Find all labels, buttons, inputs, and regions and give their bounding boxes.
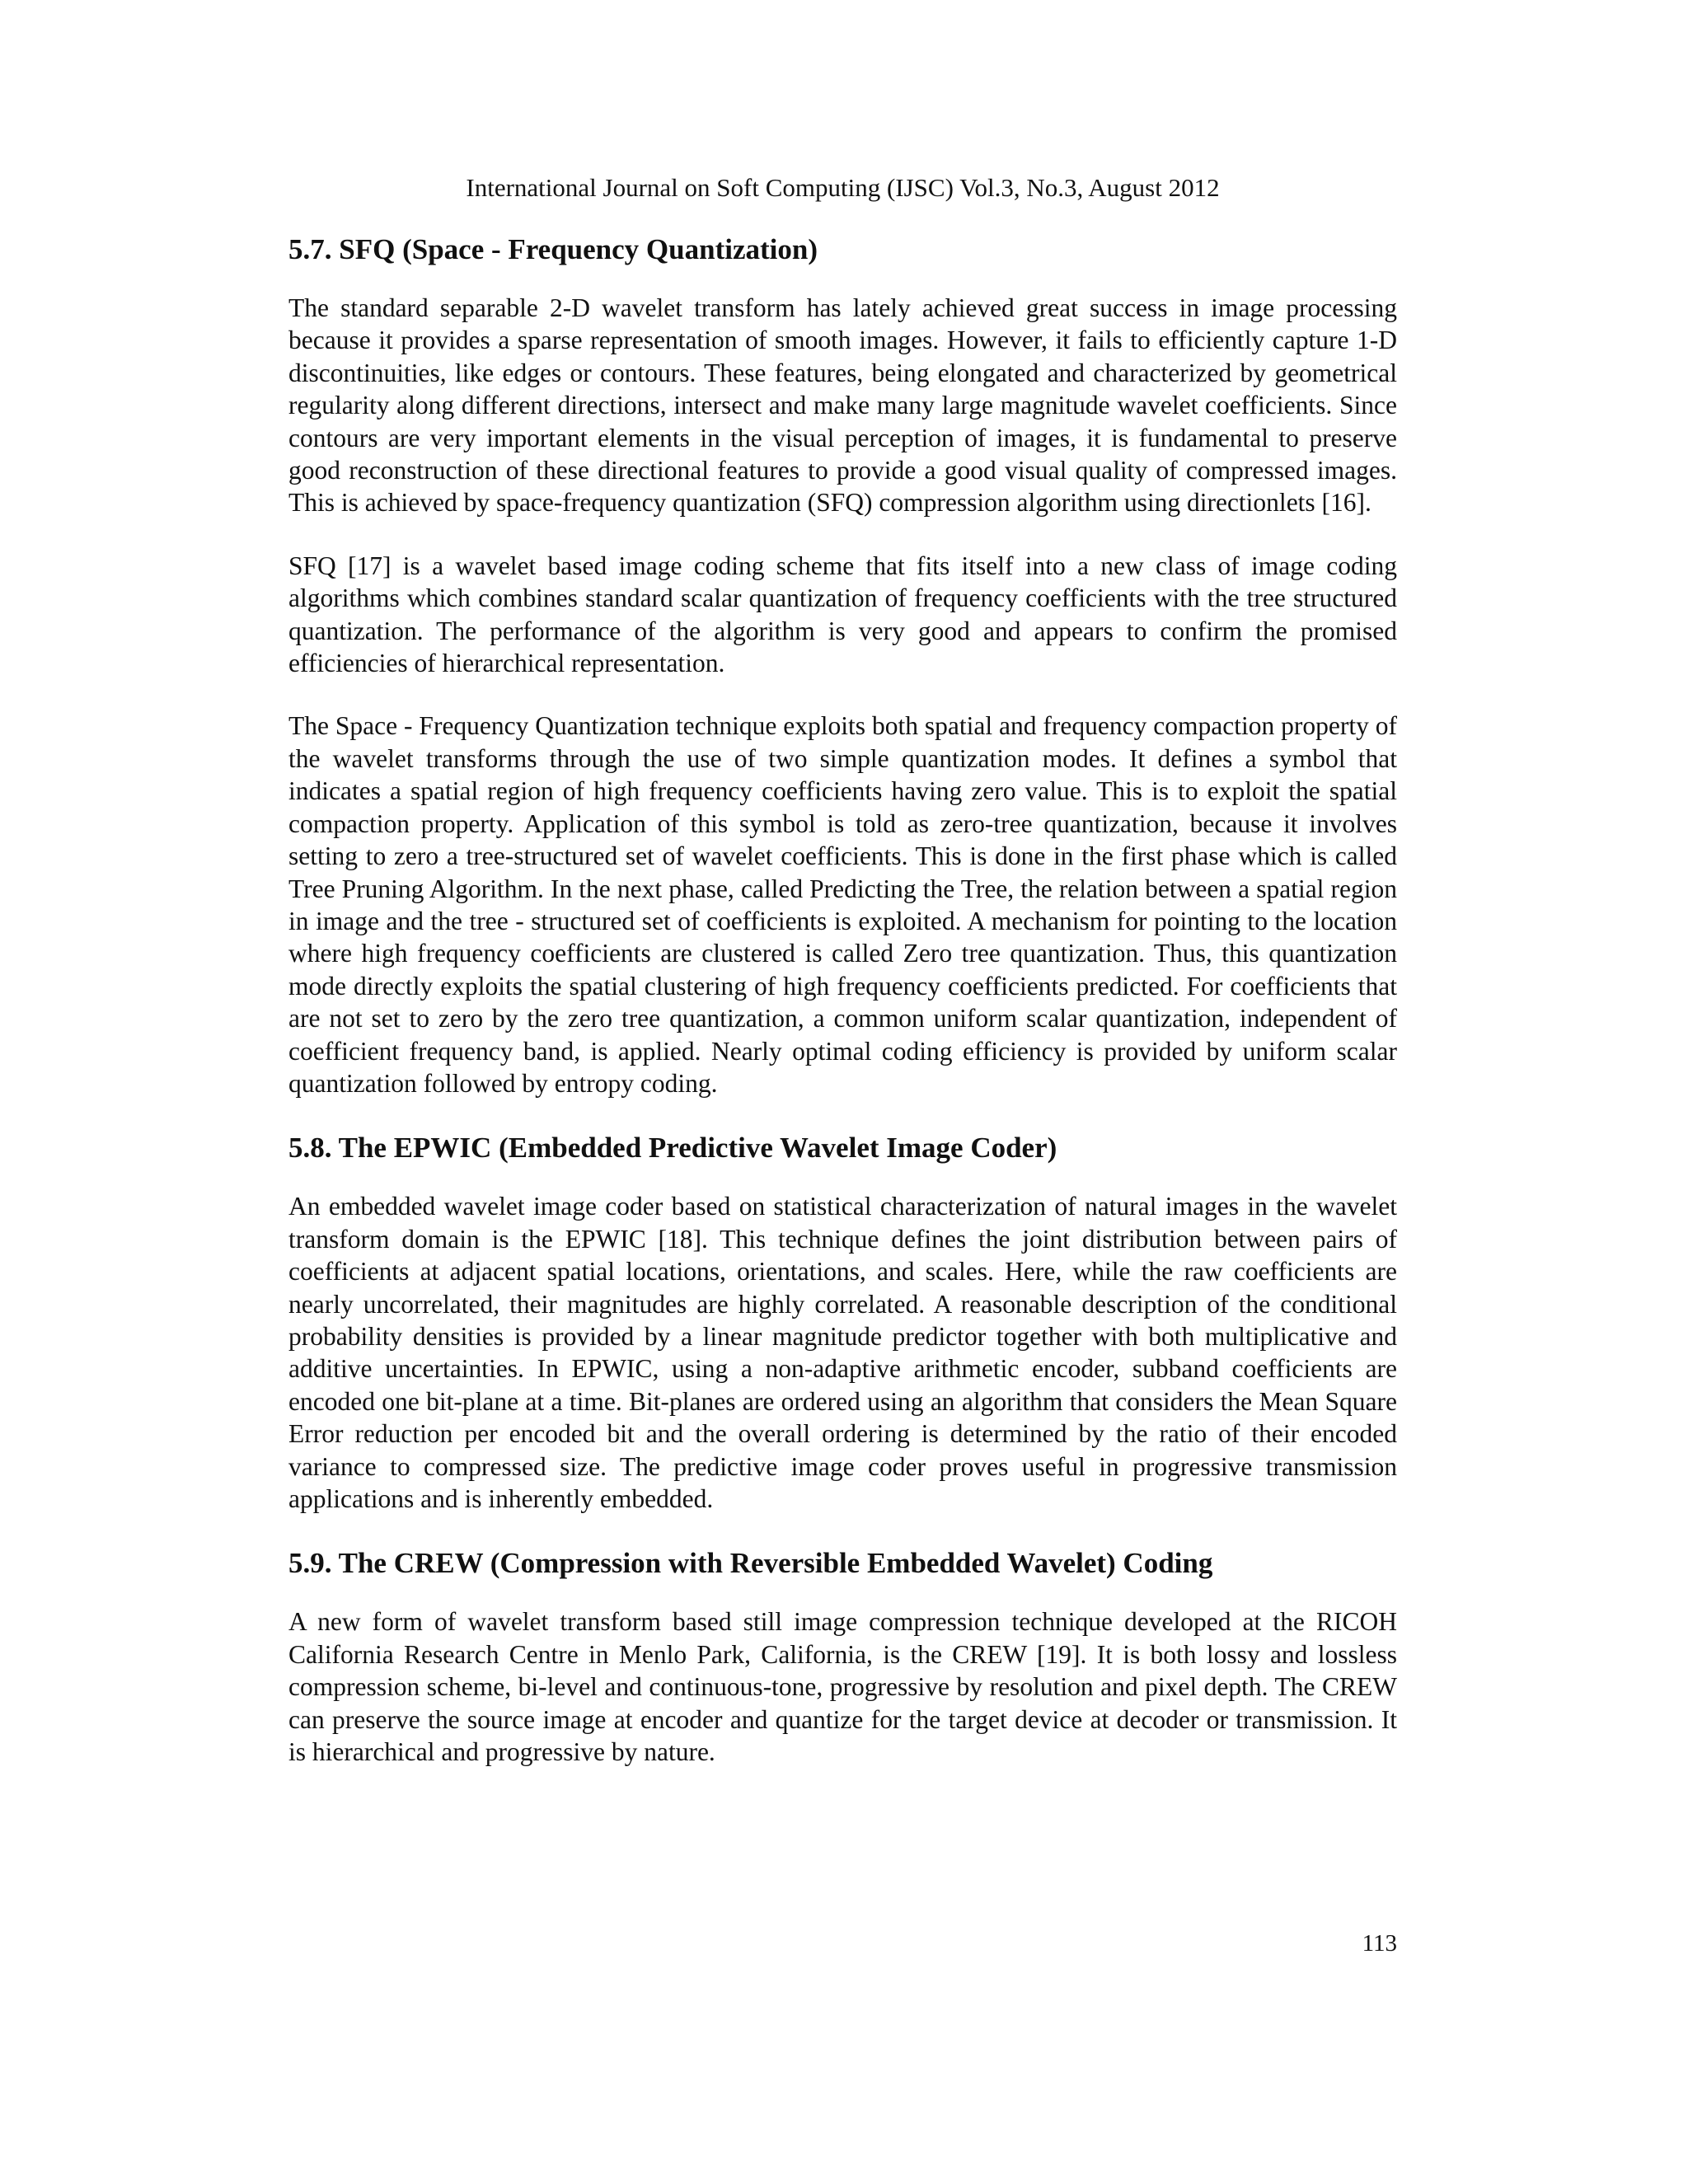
paragraph: The standard separable 2-D wavelet transform has lately achieved great success in image processing because it provides a sparse representation of smooth images. However, it fails to efficiently capture 1-D discontinuities, like edges or contours. These features, being elongated and characterized by geometrical regularity along different directions, intersect and make many large magnitude wavelet coefficients. Since contours are very important elements in the visual perception of images, it is fundamental to preserve good reconstruction of these directional features to provide a good visual quality of compressed images. This is achieved by space-frequency quantization (SFQ) compression algorithm using directionlets [16]. bbox=[288, 293, 1397, 518]
journal-header: International Journal on Soft Computing (IJSC) Vol.3, No.3, August 2012 bbox=[466, 173, 1220, 202]
paragraph: SFQ [17] is a wavelet based image coding scheme that fits itself into a new class of image coding algorithms which combines standard scalar quantization of frequency coefficients with the tree structured quantization. The performance of the algorithm is very good and appears to confirm the promised efficiencies of hierarchical representation. bbox=[288, 551, 1397, 678]
section-heading-sfq: 5.7. SFQ (Space - Frequency Quantization) bbox=[288, 233, 818, 265]
page-number: 113 bbox=[1362, 1930, 1397, 1957]
paragraph: An embedded wavelet image coder based on statistical characterization of natural images in the wavelet transform domain is the EPWIC [18]. This technique defines the joint distribution between pairs of coefficients at adjacent spatial locations, orientations, and scales. Here, while the raw coefficients are nearly uncorrelated, their magnitudes are highly correlated. A reasonable description of the conditional probability densities is provided by a linear magnitude predictor together with both multiplicative and additive uncertainties. In EPWIC, using a non-adaptive arithmetic encoder, subband coefficients are encoded one bit-plane at a time. Bit-planes are ordered using an algorithm that considers the Mean Square Error reduction per encoded bit and the overall ordering is determined by the ratio of their encoded variance to compressed size. The predictive image coder proves useful in progressive transmission applications and is inherently embedded. bbox=[288, 1192, 1397, 1513]
paragraph: The Space - Frequency Quantization technique exploits both spatial and frequency compaction property of the wavelet transforms through the use of two simple quantization modes. It defines a symbol that indicates a spatial region of high frequency coefficients having zero value. This is to exploit the spatial compaction property. Application of this symbol is told as zero-tree quantization, because it involves setting to zero a tree-structured set of wavelet coefficients. This is done in the first phase which is called Tree Pruning Algorithm. In the next phase, called Predicting the Tree, the relation between a spatial region in image and the tree - structured set of coefficients is exploited. A mechanism for pointing to the location where high frequency coefficients are clustered is called Zero tree quantization. Thus, this quantization mode directly exploits the spatial clustering of high frequency coefficients predicted. For coefficients that are not set to zero by the zero tree quantization, a common uniform scalar quantization, independent of coefficient frequency band, is applied. Nearly optimal coding efficiency is provided by uniform scalar quantization followed by entropy coding. bbox=[288, 711, 1397, 1098]
paragraph: A new form of wavelet transform based still image compression technique developed at the RICOH California Research Centre in Menlo Park, California, is the CREW [19]. It is both lossy and lossless compression scheme, bi-level and continuous-tone, progressive by resolution and pixel depth. The CREW can preserve the source image at encoder and quantize for the target device at decoder or transmission. It is hierarchical and progressive by nature. bbox=[288, 1607, 1397, 1767]
section-heading-epwic: 5.8. The EPWIC (Embedded Predictive Wavelet Image Coder) bbox=[288, 1132, 1057, 1165]
section-heading-crew: 5.9. The CREW (Compression with Reversible Embedded Wavelet) Coding bbox=[288, 1547, 1213, 1580]
page-content bbox=[288, 224, 1397, 1768]
